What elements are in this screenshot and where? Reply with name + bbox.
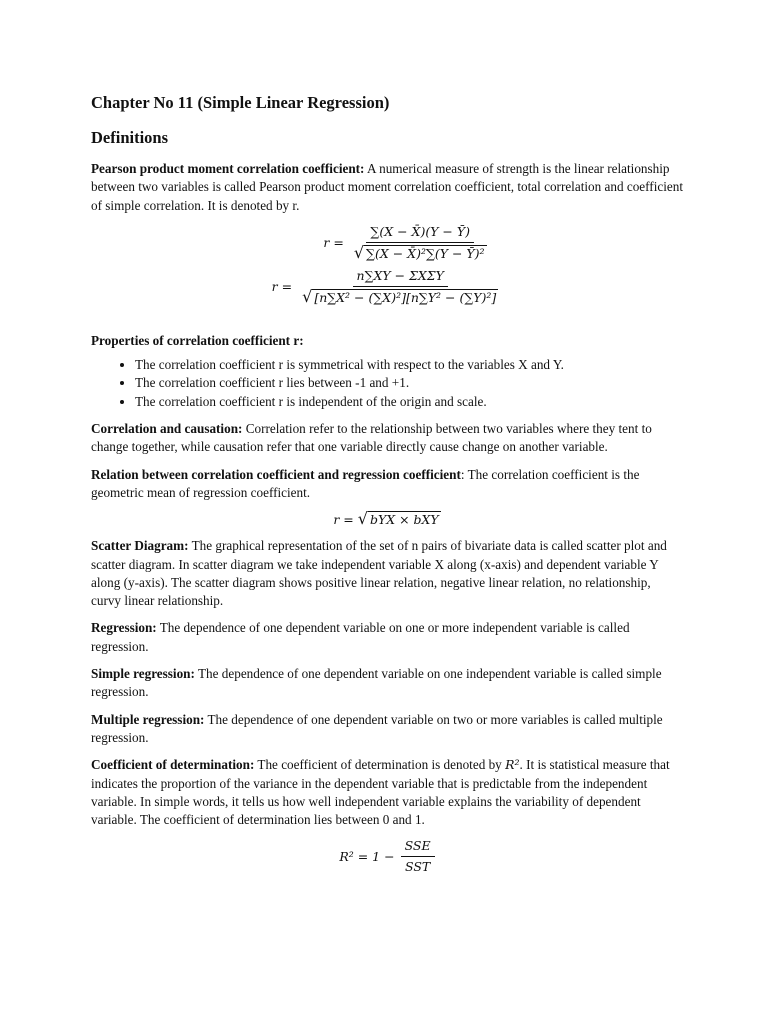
list-item: • The correlation coefficient r lies between -1 and +1. <box>135 374 683 392</box>
simple-term: Simple regression: <box>91 666 195 682</box>
formula2-denominator: [n∑X² − (∑X)²][n∑Y² − (∑Y)²] <box>314 289 497 305</box>
sqrt-symbol <box>302 286 498 306</box>
simple-text: The dependence of one dependent variable on one independent variable is called simple regression. <box>91 666 662 700</box>
formula-geometric-mean <box>91 511 683 527</box>
multiple-term: Multiple regression: <box>91 711 205 727</box>
formula4-denominator: SST <box>404 859 431 875</box>
pearson-text: A numerical measure of strength is the linear relationship between two variables is called Pearson product moment correlation coefficient, total correlation and coefficient of simple correlation. It is denoted by r. <box>91 161 683 213</box>
determination-definition <box>91 756 683 829</box>
chapter-title: Chapter No 11 (Simple Linear Regression) <box>91 93 390 112</box>
list-item: • The correlation coefficient r is independent of the origin and scale. <box>135 393 683 411</box>
causation-text: Correlation refer to the relationship between two variables where they tent to change together, while causation refer that one variable directly cause change on another variable. <box>91 421 652 455</box>
formula4-fraction <box>401 838 435 875</box>
scatter-term: Scatter Diagram: <box>91 538 189 554</box>
sqrt-symbol <box>353 242 487 262</box>
multiple-regression-definition <box>91 711 683 748</box>
pearson-definition <box>91 160 683 215</box>
causation-term: Correlation and causation: <box>91 421 243 437</box>
document-page <box>91 92 683 879</box>
formula1-denominator: ∑(X − X̄)²∑(Y − Ȳ)² <box>366 245 485 261</box>
formula4-lhs: R² = 1 − <box>339 849 395 865</box>
relation-text: : The correlation coefficient is the geometric mean of regression coefficient. <box>91 466 640 500</box>
determination-text-a: The coefficient of determination is denoted by <box>254 757 506 773</box>
simple-regression-definition <box>91 665 683 702</box>
regression-definition <box>91 619 683 656</box>
spacer <box>91 310 683 332</box>
radical-icon: √ <box>353 242 365 262</box>
formula1-denominator-wrap <box>350 243 491 262</box>
causation-definition <box>91 420 683 457</box>
formula3-lhs: r = <box>333 511 354 527</box>
formula-r-squared <box>91 838 683 875</box>
multiple-text: The dependence of one dependent variable on two or more variables is called multiple regression. <box>91 711 663 745</box>
formula1-numerator: ∑(X − X̄)(Y − Ȳ) <box>366 224 474 243</box>
determination-term: Coefficient of determination: <box>91 757 255 773</box>
regression-text: The dependence of one dependent variable on one or more independent variable is called regression. <box>91 620 630 654</box>
properties-heading-text: Properties of correlation coefficient r: <box>91 332 304 348</box>
list-item: • The correlation coefficient r is symmetrical with respect to the variables X and Y. <box>135 356 683 374</box>
formula4-numerator: SSE <box>401 838 435 857</box>
radical-icon: √ <box>357 509 368 529</box>
properties-heading <box>91 332 683 350</box>
determination-text-b: . It is statistical measure that indicates the proportion of the variance in the dependent variable that is predictable from the independent variable. In simple words, it tells us how well independent variable explains the variability of dependent variable. The coefficient of determination lies between 0 and 1. <box>91 757 670 828</box>
scatter-definition <box>91 537 683 610</box>
definitions-heading: Definitions <box>91 128 169 147</box>
formula2-denominator-wrap <box>298 287 502 306</box>
pearson-term: Pearson product moment correlation coefficient: <box>91 161 365 176</box>
formula-r-computational <box>91 268 683 306</box>
sqrt-symbol <box>358 511 441 527</box>
relation-term: Relation between correlation coefficient and regression coefficient <box>91 466 461 482</box>
formula-r-deviation <box>131 224 683 262</box>
regression-term: Regression: <box>91 620 157 636</box>
formula2-numerator: n∑XY − ΣXΣY <box>353 268 448 287</box>
relation-definition <box>91 466 683 503</box>
formula1-lhs: r = <box>323 235 344 251</box>
scatter-text: The graphical representation of the set of n pairs of bivariate data is called scatter plot and scatter diagram. In scatter diagram we take independent variable X along (x-axis) and dependent variable Y along (y-axis). The scatter diagram shows positive linear relation, negative linear relation, no relationship, curvy linear relationship. <box>91 538 667 609</box>
formula2-fraction <box>298 268 502 306</box>
formula1-fraction <box>350 224 491 262</box>
determination-symbol: R² <box>505 757 520 773</box>
radical-icon: √ <box>302 286 313 306</box>
formula3-body: bYX × bXY <box>369 512 439 528</box>
properties-list <box>91 356 683 411</box>
formula2-lhs: r = <box>271 279 293 295</box>
